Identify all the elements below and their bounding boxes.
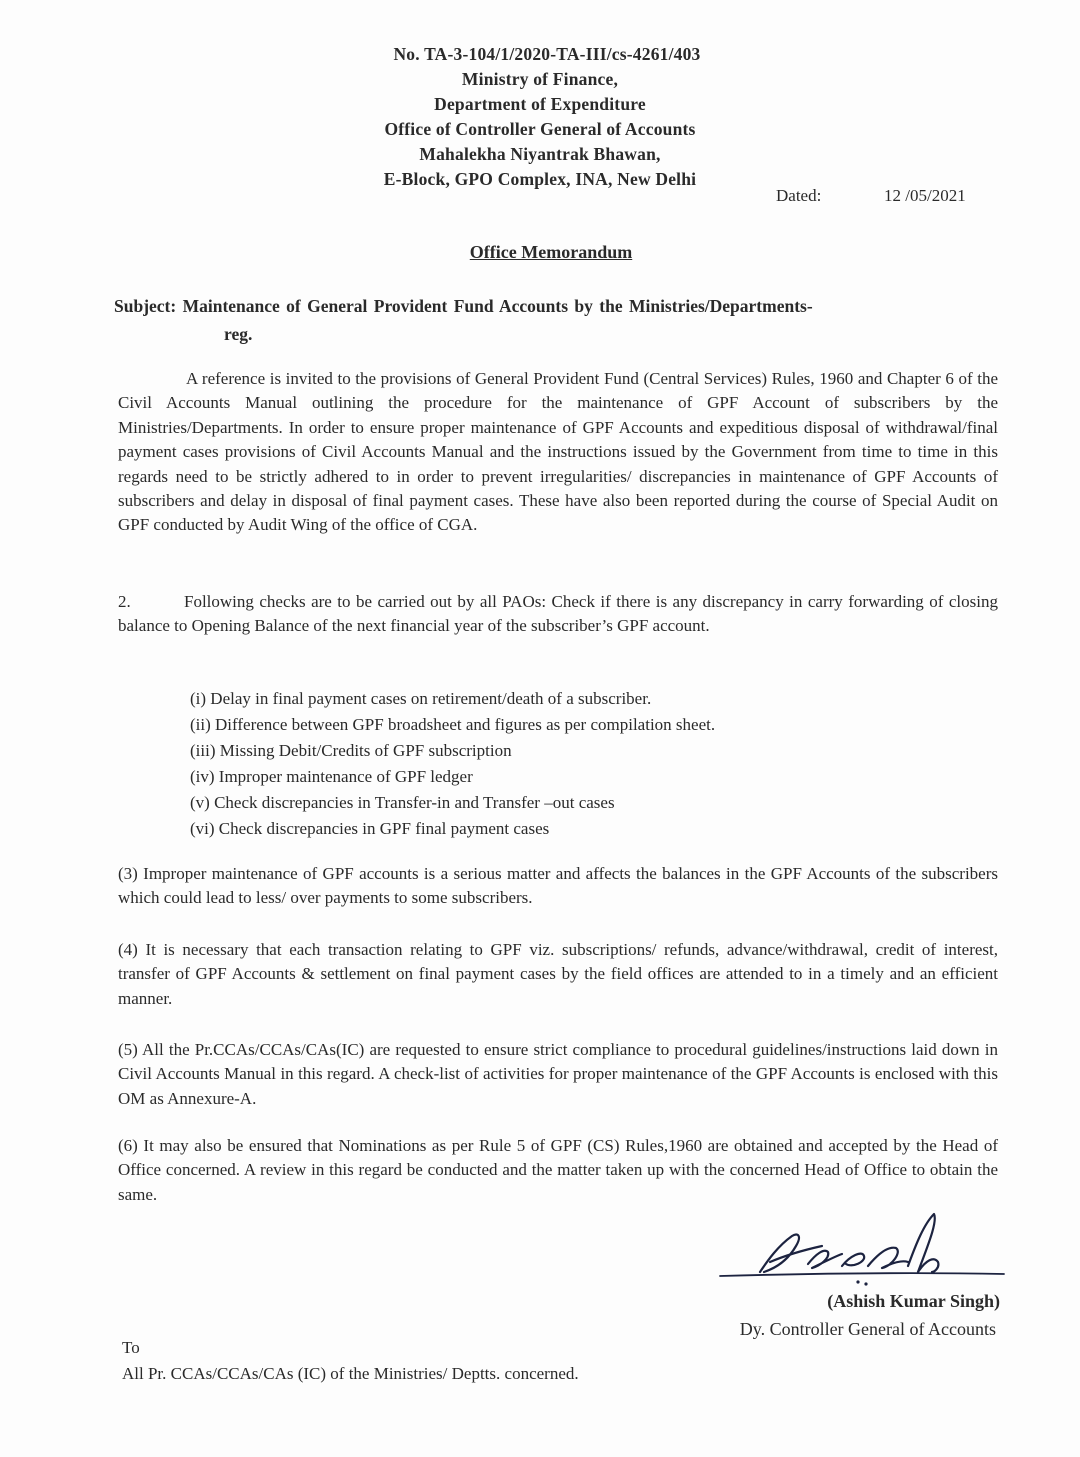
checks-list: [190, 686, 890, 842]
addressee-text: All Pr. CCAs/CCAs/CAs (IC) of the Ministries/ Deptts. concerned.: [122, 1364, 579, 1383]
date-line: [776, 186, 966, 206]
letterhead: [0, 42, 1080, 192]
paragraph-2-text: Following checks are to be carried out by all PAOs: Check if there is any discrepancy in carry forwarding of closing balance to Opening Balance of the next financial year of the subscriber’s GPF account.: [118, 592, 998, 636]
list-item: (vi) Check discrepancies in GPF final payment cases: [190, 819, 550, 838]
list-item: (i) Delay in final payment cases on retirement/death of a subscriber.: [190, 689, 652, 708]
office-address: E-Block, GPO Complex, INA, New Delhi: [383, 169, 697, 189]
list-item: (v) Check discrepancies in Transfer-in and Transfer –out cases: [190, 793, 615, 812]
paragraph-1: A reference is invited to the provisions of General Provident Fund (Central Services) Rules, 1960 and Chapter 6 of the Civil Accounts Manual outlining the procedure for the maintenance of GPF Account of subscribers by the Ministries/Departments. In order to ensure proper maintenance of GPF Accounts and expeditious disposal of withdrawal/final payment cases provisions of Civil Accounts Manual and the instructions issued by the Government from time to time in this regards need to be strictly adhered to in order to prevent irregularities/ discrepancies in maintenance of GPF Accounts of subscribers and delay in disposal of final payment cases. These have also been reported during the course of Special Audit on GPF conducted by Audit Wing of the office of CGA.: [118, 369, 998, 535]
reference-number: No. TA-3-104/1/2020-TA-III/cs-4261/403: [393, 44, 701, 64]
subject-continuation: reg.: [224, 324, 253, 344]
date-label: Dated:: [776, 186, 822, 205]
date-value: 12 /05/2021: [884, 186, 966, 205]
paragraph-2: [118, 590, 998, 639]
signatory-designation: Dy. Controller General of Accounts: [739, 1319, 996, 1339]
ministry-name: Ministry of Finance,: [461, 69, 619, 89]
list-item: (ii) Difference between GPF broadsheet and figures as per compilation sheet.: [190, 715, 716, 734]
office-name: Office of Controller General of Accounts: [384, 119, 696, 139]
paragraph-4: (4) It is necessary that each transaction relating to GPF viz. subscriptions/ refunds, advance/withdrawal, credit of interest, transfer of GPF Accounts & settlement on final payment cases by the field offices are attended to in a timely and an efficient manner.: [118, 940, 998, 1008]
building-name: Mahalekha Niyantrak Bhawan,: [419, 144, 661, 164]
department-name: Department of Expenditure: [434, 94, 646, 114]
paragraph-2-number: 2.: [118, 592, 131, 611]
subject-text: Subject: Maintenance of General Provident Fund Accounts by the Ministries/Departments-: [114, 296, 813, 316]
subject-line: [114, 292, 998, 348]
list-item: (iii) Missing Debit/Credits of GPF subscription: [190, 741, 512, 760]
list-item: (iv) Improper maintenance of GPF ledger: [190, 767, 473, 786]
signatory-name: (Ashish Kumar Singh): [827, 1291, 1000, 1311]
paragraph-3: (3) Improper maintenance of GPF accounts is a serious matter and affects the balances in the GPF Accounts of the subscribers which could lead to less/ over payments to some subscribers.: [118, 864, 998, 908]
paragraph-5: (5) All the Pr.CCAs/CCAs/CAs(IC) are requested to ensure strict compliance to procedural guidelines/instructions laid down in Civil Accounts Manual in this regard. A check-list of activities for proper maintenance of the GPF Accounts is enclosed with this OM as Annexure-A.: [118, 1040, 998, 1108]
handwritten-signature: [712, 1206, 1012, 1298]
addressee-label: To: [122, 1338, 140, 1357]
memo-title: Office Memorandum: [469, 242, 633, 262]
paragraph-6: (6) It may also be ensured that Nominations as per Rule 5 of GPF (CS) Rules,1960 are obtained and accepted by the Head of Office concerned. A review in this regard be conducted and the matter taken up with the concerned Head of Office to obtain the same.: [118, 1136, 998, 1204]
